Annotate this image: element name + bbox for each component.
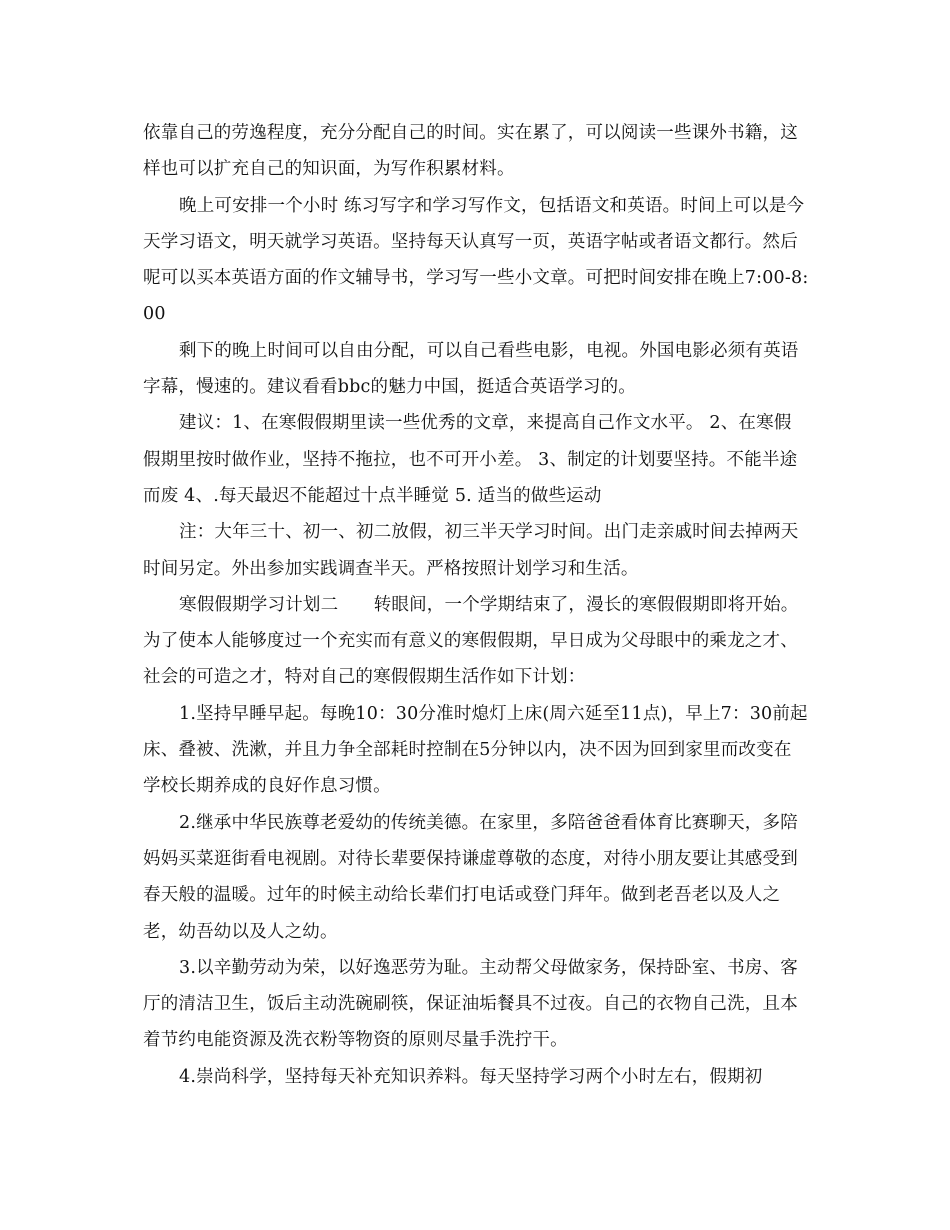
paragraph-7: 1.坚持早睡早起。每晚10：30分准时熄灯上床(周六延至11点)，早上7：30前起床、叠被、洗漱，并且力争全部耗时控制在5分钟以内，决不因为回到家里而改变在学校长期养成的良好作息习惯。 [143,703,808,797]
paragraph-2: 晚上可安排一个小时 练习写字和学习写作文，包括语文和英语。时间上可以是今天学习语文，明天就学习英语。坚持每天认真写一页，英语字帖或者语文都行。然后呢可以买本英语方面的作文辅导书，学习写一些小文章。可把时间安排在晚上7:00-8:00 [143,195,809,325]
paragraph-3: 剩下的晚上时间可以自由分配，可以自己看些电影，电视。外国电影必须有英语字幕，慢速的。建议看看bbc的魅力中国，挺适合英语学习的。 [143,340,799,398]
paragraph-1: 依靠自己的劳逸程度，充分分配自己的时间。实在累了，可以阅读一些课外书籍，这样也可以扩充自己的知识面，为写作积累材料。 [143,123,798,180]
paragraph-8: 2.继承中华民族尊老爱幼的传统美德。在家里，多陪爸爸看体育比赛聊天，多陪妈妈买菜逛街看电视剧。对待长辈要保持谦虚尊敬的态度，对待小朋友要让其感受到春天般的温暖。过年的时候主动给长辈们打电话或登门拜年。做到老吾老以及人之老，幼吾幼以及人之幼。 [143,812,798,942]
paragraph-6: 寒假假期学习计划二 转眼间，一个学期结束了，漫长的寒假假期即将开始。为了使本人能够度过一个充实而有意义的寒假假期，早日成为父母眼中的乘龙之才、社会的可造之才，特对自己的寒假假期生活作如下计划： [143,594,799,688]
paragraph-9: 3.以辛勤劳动为荣，以好逸恶劳为耻。主动帮父母做家务，保持卧室、书房、客厅的清洁卫生，饭后主动洗碗刷筷，保证油垢餐具不过夜。自己的衣物自己洗，且本着节约电能资源及洗衣粉等物资的原则尽量手洗拧干。 [143,957,798,1051]
document-body [143,115,809,1095]
paragraph-10: 4.崇尚科学，坚持每天补充知识养料。每天坚持学习两个小时左右，假期初 [179,1066,763,1087]
paragraph-5: 注：大年三十、初一、初二放假，初三半天学习时间。出门走亲戚时间去掉两天时间另定。外出参加实践调查半天。严格按照计划学习和生活。 [143,522,799,579]
paragraph-4: 建议：1、在寒假假期里读一些优秀的文章，来提高自己作文水平。 2、在寒假假期里按时做作业，坚持不拖拉，也不可开小差。 3、制定的计划要坚持。不能半途而废 4、.每天最迟不能超过十点半睡觉 5. 适当的做些运动 [143,413,798,506]
